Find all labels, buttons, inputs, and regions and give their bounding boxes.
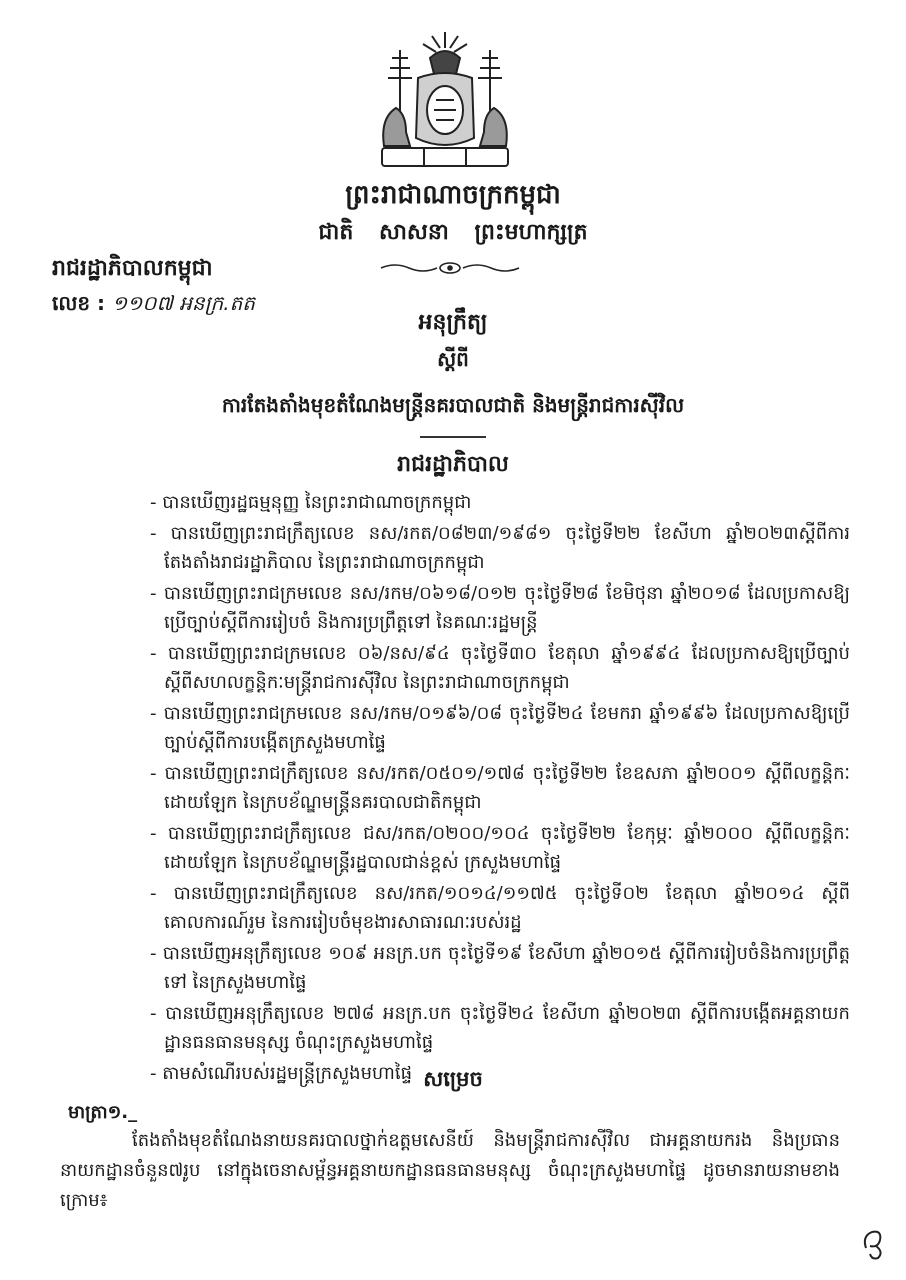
considerations-list	[150, 488, 850, 1090]
article-1-label: មាត្រា១._	[68, 1102, 138, 1123]
document-number-value: ១១០៧ អនក្រ.តត	[112, 291, 256, 315]
list-item: - តាមសំណើរបស់រដ្ឋមន្ត្រីក្រសួងមហាផ្ទៃ	[150, 1063, 413, 1084]
list-item: - បានឃើញព្រះរាជក្រឹត្យលេខ នស/រកត/០៨២៣/១៩៨១ ចុះថ្ងៃទី២២ ខែសីហា ឆ្នាំ២០២៣ស្តីពីការតែងតាំងរាជរដ្ឋាភិបាល នៃព្រះរាជាណាចក្រកម្ពុជា	[150, 523, 850, 573]
royal-coat-of-arms-emblem	[370, 28, 520, 173]
document-number-label: លេខ :	[52, 291, 106, 315]
kingdom-heading: ព្រះរាជាណាចក្រកម្ពុជា	[345, 180, 561, 210]
list-item: - បានឃើញព្រះរាជក្រឹត្យលេខ នស/រកត/១០១៤/១១៧៥ ចុះថ្ងៃទី០២ ខែតុលា ឆ្នាំ២០១៤ ស្តីពីគោលការណ៍រួម នៃការរៀបចំមុខងារសាធារណៈរបស់រដ្ឋ	[150, 883, 850, 933]
article-1-body: តែងតាំងមុខតំណែងនាយនគរបាលថ្នាក់ឧត្តមសេនីយ៍ និងមន្ត្រីរាជការស៊ីវិល ជាអគ្គនាយករង និងប្រធាននាយកដ្ឋានចំនួន៧រូប នៅក្នុងចេនាសម្ព័ន្ធអគ្គនាយកដ្ឋានធនធានមនុស្ស ចំណុះក្រសួងមហាផ្ទៃ ដូចមានរាយនាមខាងក្រោម៖	[60, 1130, 840, 1211]
issuer-heading: រាជរដ្ឋាភិបាល	[397, 452, 509, 477]
list-item: - បានឃើញព្រះរាជក្រឹត្យលេខ ជស/រកត/០២០០/១០៤ ចុះថ្ងៃទី២២ ខែកុម្ភៈ ឆ្នាំ២០០០ ស្តីពីលក្ខន្តិកៈដោយឡែក នៃក្របខ័ណ្ឌមន្ត្រីរដ្ឋបាលជាន់ខ្ពស់ ក្រសួងមហាផ្ទៃ	[150, 823, 850, 873]
list-item: - បានឃើញអនុក្រឹត្យលេខ ១០៩ អនក្រ.បក ចុះថ្ងៃទី១៩ ខែសីហា ឆ្នាំ២០១៥ ស្តីពីការរៀបចំនិងការប្រព្រឹត្តទៅ នៃក្រសួងមហាផ្ទៃ	[150, 943, 850, 993]
subject-underline	[420, 436, 486, 438]
list-item: - បានឃើញព្រះរាជក្រឹត្យលេខ នស/រកត/០៥០១/១៧៨ ចុះថ្ងៃទី២២ ខែឧសភា ឆ្នាំ២០០១ ស្តីពីលក្ខន្តិកៈដោយឡែក នៃក្របខ័ណ្ឌមន្ត្រីនគរបាលជាតិកម្ពុជា	[150, 763, 850, 813]
list-item: - បានឃើញព្រះរាជក្រមលេខ នស/រកម/០១៩៦/០៨ ចុះថ្ងៃទី២៤ ខែមករា ឆ្នាំ១៩៩៦ ដែលប្រកាសឱ្យប្រើច្បាប់ស្តីពីការបង្កើតក្រសួងមហាផ្ទៃ	[150, 703, 850, 753]
list-item: - បានឃើញអនុក្រឹត្យលេខ ២៧៨ អនក្រ.បក ចុះថ្ងៃទី២៤ ខែសីហា ឆ្នាំ២០២៣ ស្តីពីការបង្កើតអគ្គនាយកដ្ឋានធនធានមនុស្ស ចំណុះក្រសួងមហាផ្ទៃ	[150, 1003, 850, 1053]
list-item: - បានឃើញព្រះរាជក្រមលេខ ០៦/នស/៩៤ ចុះថ្ងៃទី៣០ ខែតុលា ឆ្នាំ១៩៩៤ ដែលប្រកាសឱ្យប្រើច្បាប់ស្តីពីសហលក្ខន្តិកៈមន្ត្រីរាជការស៊ីវិល នៃព្រះរាជាណាចក្រកម្ពុជា	[150, 643, 850, 693]
issuing-government: រាជរដ្ឋាភិបាលកម្ពុជា	[52, 256, 213, 281]
national-motto: ជាតិ សាសនា ព្រះមហាក្សត្រ	[318, 220, 588, 245]
ornamental-divider	[375, 258, 525, 278]
list-item: - បានឃើញរដ្ឋធម្មនុញ្ញ នៃព្រះរាជាណាចក្រកម្ពុជា	[150, 492, 472, 513]
decision-heading: សម្រេច	[423, 1067, 483, 1091]
document-subject: ការតែងតាំងមុខតំណែងមន្ត្រីនគរបាលជាតិ និងមន្ត្រីរាជការស៊ីវិល	[221, 393, 685, 417]
document-type: អនុក្រឹត្យ	[418, 310, 488, 335]
list-item: - បានឃើញព្រះរាជក្រមលេខ នស/រកម/០៦១៨/០១២ ចុះថ្ងៃទី២៨ ខែមិថុនា ឆ្នាំ២០១៨ ដែលប្រកាសឱ្យប្រើច្បាប់ស្តីពីការរៀបចំ និងការប្រព្រឹត្តទៅ នៃគណៈរដ្ឋមន្ត្រី	[150, 583, 850, 633]
about-label: ស្តីពី	[437, 347, 469, 371]
initial-mark-icon	[858, 1222, 892, 1262]
